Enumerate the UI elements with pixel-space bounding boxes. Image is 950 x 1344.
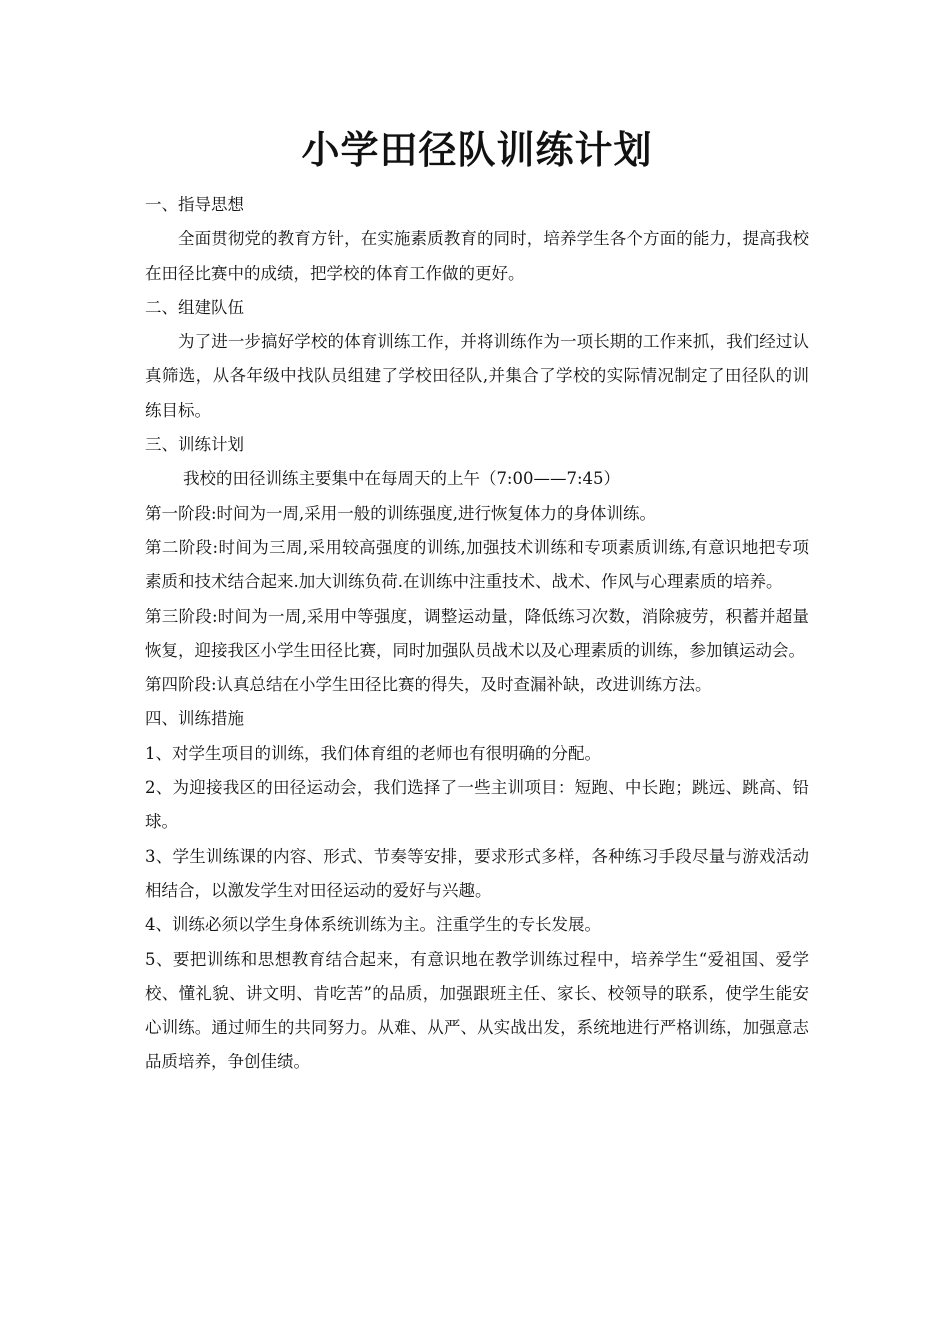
section-heading-guiding-thought: 一、指导思想 — [145, 195, 244, 214]
paragraph-team-building: 为了进一步搞好学校的体育训练工作，并将训练作为一项长期的工作来抓，我们经过认真筛选，从各年级中找队员组建了学校田径队,并集合了学校的实际情况制定了田径队的训练目标。 — [145, 332, 809, 420]
paragraph-stage-4: 第四阶段:认真总结在小学生田径比赛的得失，及时查漏补缺，改进训练方法。 — [145, 675, 712, 695]
paragraph-training-schedule: 我校的田径训练主要集中在每周天的上午（7:00——7:45） — [182, 469, 621, 489]
paragraph-stage-2: 第二阶段:时间为三周,采用较高强度的训练,加强技术训练和专项素质训练,有意识地把专项素质和技术结合起来.加大训练负荷.在训练中注重技术、战术、作风与心理素质的培养。 — [145, 537, 809, 592]
document-page — [145, 120, 809, 1080]
section-heading-team-building: 二、组建队伍 — [145, 297, 244, 317]
paragraph-measure-5: 5、要把训练和思想教育结合起来，有意识地在教学训练过程中，培养学生“爱祖国、爱学校、懂礼貌、讲文明、肯吃苦”的品质，加强跟班主任、家长、校领导的联系，使学生能安心训练。通过师生的共同努力。从难、从严、从实战出发，系统地进行严格训练，加强意志品质培养，争创佳绩。 — [145, 949, 809, 1072]
section-heading-training-measures: 四、训练措施 — [145, 709, 244, 729]
section-heading-training-plan: 三、训练计划 — [145, 435, 244, 455]
paragraph-guiding-thought: 全面贯彻党的教育方针，在实施素质教育的同时，培养学生各个方面的能力，提高我校在田径比赛中的成绩，把学校的体育工作做的更好。 — [145, 229, 809, 283]
paragraph-measure-3: 3、学生训练课的内容、形式、节奏等安排，要求形式多样，各种练习手段尽量与游戏活动相结合，以激发学生对田径运动的爱好与兴趣。 — [145, 846, 809, 900]
paragraph-measure-1: 1、对学生项目的训练，我们体育组的老师也有很明确的分配。 — [145, 743, 601, 763]
paragraph-stage-3: 第三阶段:时间为一周,采用中等强度，调整运动量，降低练习次数，消除疲劳，积蓄并超量恢复，迎接我区小学生田径比赛，同时加强队员战术以及心理素质的训练，参加镇运动会。 — [145, 606, 809, 660]
paragraph-stage-1: 第一阶段:时间为一周,采用一般的训练强度,进行恢复体力的身体训练。 — [145, 503, 657, 523]
paragraph-measure-4: 4、训练必须以学生身体系统训练为主。注重学生的专长发展。 — [145, 915, 601, 935]
paragraph-measure-2: 2、为迎接我区的田径运动会，我们选择了一些主训项目：短跑、中长跑；跳远、跳高、铅球。 — [145, 778, 809, 832]
document-title: 小学田径队训练计划 — [301, 128, 653, 172]
